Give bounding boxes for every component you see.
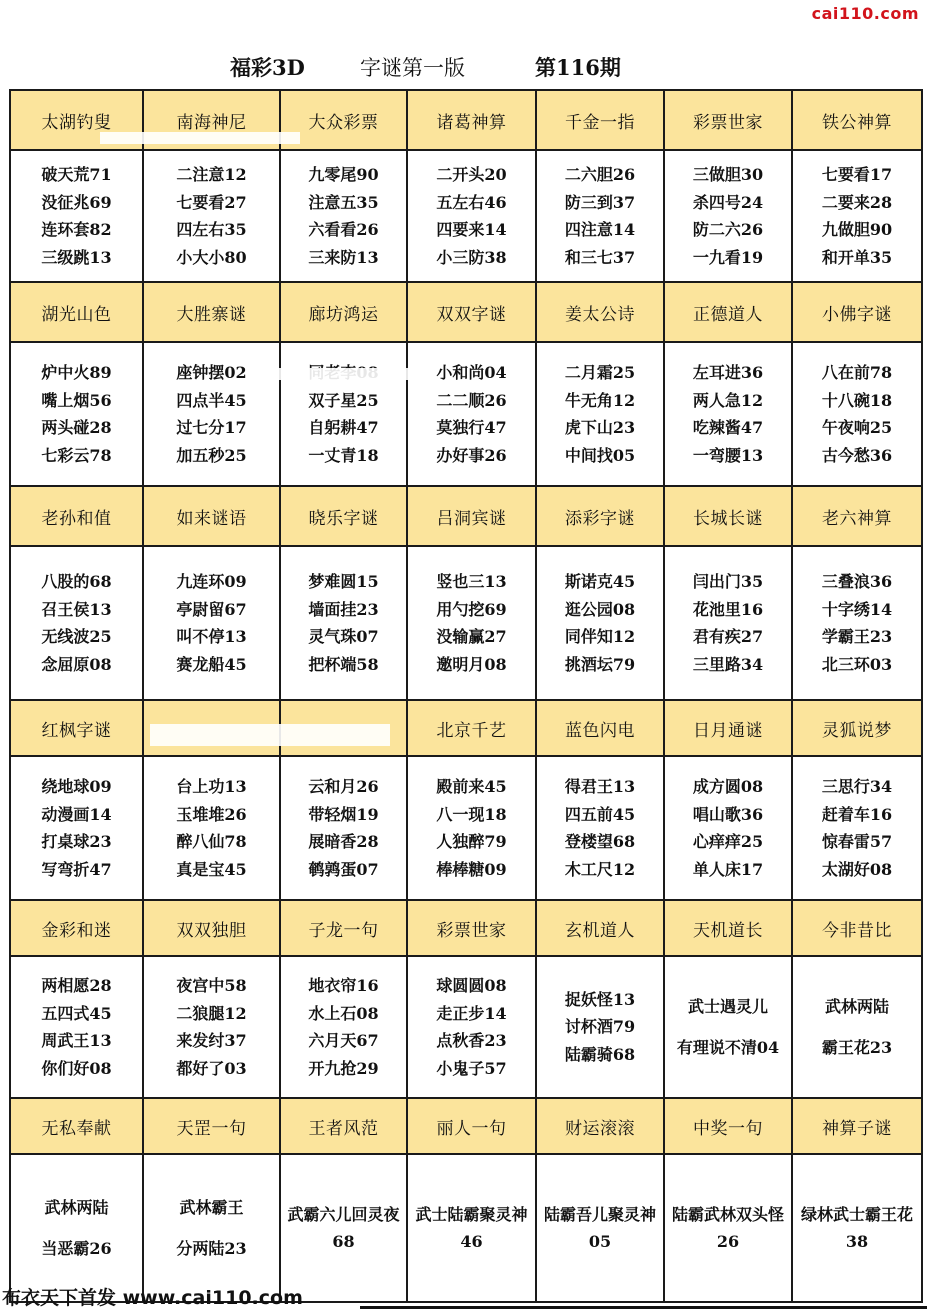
riddle-line: 君有疾27	[692, 627, 764, 646]
riddle-line: 九零尾90	[308, 165, 379, 184]
riddle-line: 吃辣酱47	[692, 418, 764, 437]
riddle-line: 十字绣14	[821, 599, 893, 619]
riddle-grid	[9, 89, 923, 1303]
riddle-line: 讨杯酒79	[564, 1017, 636, 1037]
riddle-line: 四左右35	[176, 220, 247, 239]
riddle-line: 没征兆69	[41, 192, 112, 212]
riddle-cell	[280, 546, 407, 700]
riddle-line: 赛龙船45	[176, 654, 247, 674]
column-title: 晓乐字谜	[280, 486, 407, 546]
riddle-line: 陆霸武林双头怪26	[671, 1205, 784, 1251]
riddle-line: 梦难圆15	[308, 572, 379, 591]
column-title: 如来谜语	[143, 486, 280, 546]
riddle-cell	[792, 342, 922, 486]
riddle-line	[144, 1221, 279, 1235]
riddle-line: 绕地球09	[41, 777, 112, 796]
column-title: 太湖钓叟	[10, 90, 143, 150]
riddle-line: 武士陆霸聚灵神46	[415, 1205, 528, 1251]
riddle-line: 小鬼子57	[436, 1058, 507, 1078]
riddle-cell	[280, 956, 407, 1098]
riddle-cell	[536, 1154, 664, 1302]
column-title: 添彩字谜	[536, 486, 664, 546]
riddle-line: 三级跳13	[41, 247, 112, 267]
riddle-line: 九连环09	[176, 572, 247, 591]
riddle-cell	[280, 342, 407, 486]
column-title: 蓝色闪电	[536, 700, 664, 756]
riddle-line: 小和尚04	[436, 363, 507, 382]
column-title: 灵狐说梦	[792, 700, 922, 756]
content-row	[10, 1154, 922, 1302]
riddle-line: 太湖好08	[821, 859, 893, 879]
column-title: 廊坊鸿运	[280, 282, 407, 342]
riddle-line: 打桌球23	[41, 832, 112, 851]
riddle-line: 玉堆堆26	[176, 804, 247, 824]
scan-smudge	[150, 724, 390, 746]
riddle-line: 五左右46	[436, 192, 507, 212]
riddle-line: 加五秒25	[176, 445, 247, 465]
riddle-line: 注意五35	[308, 192, 379, 212]
riddle-cell	[536, 342, 664, 486]
riddle-line: 一九看19	[692, 247, 764, 267]
riddle-cell	[10, 150, 143, 282]
riddle-line: 八股的68	[41, 572, 112, 591]
riddle-line: 你们好08	[41, 1058, 112, 1078]
footer-credit: 布衣天下首发 www.cai110.com	[2, 1287, 303, 1309]
riddle-line	[11, 1221, 142, 1235]
content-row	[10, 756, 922, 900]
riddle-line: 球圆圆08	[436, 976, 507, 995]
riddle-line: 二开头20	[436, 165, 507, 184]
riddle-line: 左耳进36	[692, 363, 764, 382]
riddle-line	[665, 1020, 791, 1034]
riddle-cell	[792, 546, 922, 700]
riddle-line: 牛无角12	[564, 390, 636, 410]
riddle-cell	[792, 956, 922, 1098]
column-title: 无私奉献	[10, 1098, 143, 1154]
riddle-line: 三思行34	[821, 777, 893, 796]
riddle-cell	[536, 756, 664, 900]
column-title: 丽人一句	[407, 1098, 536, 1154]
riddle-line: 二狼腿12	[176, 1003, 247, 1023]
riddle-line: 三叠浪36	[821, 572, 893, 591]
riddle-line: 来发纣37	[176, 1031, 247, 1050]
riddle-cell	[143, 342, 280, 486]
riddle-line: 挑酒坛79	[564, 654, 636, 674]
riddle-line: 北三环03	[821, 654, 893, 674]
riddle-line: 七彩云78	[41, 445, 112, 465]
riddle-line: 斯诺克45	[564, 572, 636, 591]
riddle-line: 逛公园08	[564, 599, 636, 619]
riddle-line: 三做胆30	[692, 165, 764, 184]
riddle-line: 防二六26	[692, 220, 764, 239]
riddle-line: 二二顺26	[436, 390, 507, 410]
riddle-line: 武林霸王	[179, 1197, 244, 1217]
riddle-line: 夜宫中58	[176, 976, 247, 995]
riddle-line: 一丈青18	[308, 445, 379, 465]
riddle-line: 座钟摆02	[176, 363, 247, 382]
content-row	[10, 150, 922, 282]
riddle-cell	[407, 956, 536, 1098]
riddle-line: 人独醉79	[436, 832, 507, 851]
column-title: 玄机道人	[536, 900, 664, 956]
riddle-line: 炉中火89	[41, 363, 112, 382]
riddle-cell	[143, 150, 280, 282]
content-row	[10, 342, 922, 486]
riddle-line: 把杯端58	[308, 654, 379, 674]
riddle-line: 小三防38	[436, 247, 507, 267]
riddle-line: 邀明月08	[436, 654, 507, 674]
column-title: 小佛字谜	[792, 282, 922, 342]
column-title: 今非昔比	[792, 900, 922, 956]
scan-smudge	[255, 368, 415, 380]
riddle-line: 墙面挂23	[308, 599, 379, 619]
riddle-line: 杀四号24	[692, 192, 764, 212]
header-row	[10, 700, 922, 756]
column-title: 大众彩票	[280, 90, 407, 150]
riddle-line: 两人急12	[692, 390, 764, 410]
riddle-cell	[407, 546, 536, 700]
riddle-cell	[792, 1154, 922, 1302]
riddle-line	[793, 1020, 921, 1034]
column-title: 正德道人	[664, 282, 792, 342]
riddle-cell	[536, 150, 664, 282]
riddle-cell	[664, 956, 792, 1098]
riddle-line: 写弯折47	[41, 859, 112, 879]
riddle-line: 亭尉留67	[176, 599, 247, 619]
column-title: 姜太公诗	[536, 282, 664, 342]
riddle-line: 十八碗18	[821, 390, 893, 410]
page-footer	[0, 1283, 927, 1310]
riddle-line: 鹌鹑蛋07	[308, 859, 379, 879]
riddle-line: 自躬耕47	[308, 418, 379, 437]
column-title: 天机道长	[664, 900, 792, 956]
header-row	[10, 282, 922, 342]
riddle-line: 惊春雷57	[821, 832, 893, 851]
riddle-line: 武霸六儿回灵夜68	[287, 1205, 400, 1251]
riddle-cell	[143, 1154, 280, 1302]
riddle-line: 武林两陆	[44, 1197, 109, 1217]
footer-rule	[360, 1306, 927, 1309]
column-title: 老六神算	[792, 486, 922, 546]
header-row	[10, 1098, 922, 1154]
site-watermark: cai110.com	[811, 4, 919, 23]
riddle-line: 没输赢27	[436, 627, 507, 646]
riddle-line: 和开单35	[821, 247, 893, 267]
riddle-line: 破天荒71	[41, 165, 112, 184]
riddle-line: 云和月26	[308, 777, 379, 796]
riddle-cell	[536, 546, 664, 700]
riddle-cell	[664, 546, 792, 700]
riddle-line: 地衣帘16	[308, 976, 379, 995]
riddle-line: 念屈原08	[41, 654, 112, 674]
column-title: 王者风范	[280, 1098, 407, 1154]
riddle-line: 二月霜25	[564, 363, 636, 382]
riddle-cell	[407, 756, 536, 900]
riddle-cell	[664, 1154, 792, 1302]
riddle-line: 嘴上烟56	[41, 390, 112, 410]
column-title: 吕洞宾谜	[407, 486, 536, 546]
riddle-line: 三里路34	[692, 654, 764, 674]
riddle-cell	[143, 546, 280, 700]
column-title: 湖光山色	[10, 282, 143, 342]
riddle-line: 防三到37	[564, 192, 636, 212]
riddle-line: 带轻烟19	[308, 804, 379, 824]
riddle-line: 展暗香28	[308, 832, 379, 851]
riddle-line: 召王侯13	[41, 599, 112, 619]
riddle-line: 六月天67	[308, 1031, 379, 1050]
riddle-line: 午夜响25	[821, 418, 893, 437]
content-row	[10, 546, 922, 700]
riddle-line: 二注意12	[176, 165, 247, 184]
riddle-cell	[280, 150, 407, 282]
riddle-line: 四要来14	[436, 220, 507, 239]
riddle-cell	[10, 546, 143, 700]
riddle-line: 古今愁36	[821, 445, 893, 465]
riddle-line: 两相愿28	[41, 976, 112, 995]
riddle-line: 虎下山23	[564, 418, 636, 437]
riddle-line: 连环套82	[41, 220, 112, 239]
column-title: 老孙和值	[10, 486, 143, 546]
riddle-line: 成方圆08	[692, 777, 764, 796]
riddle-line: 当恶霸26	[41, 1239, 112, 1258]
riddle-line: 二六胆26	[564, 165, 636, 184]
column-title: 双双字谜	[407, 282, 536, 342]
column-title: 神算子谜	[792, 1098, 922, 1154]
column-title: 红枫字谜	[10, 700, 143, 756]
riddle-line: 一弯腰13	[692, 445, 764, 465]
riddle-line: 两头碰28	[41, 418, 112, 437]
riddle-cell	[407, 150, 536, 282]
riddle-line: 学霸王23	[821, 627, 893, 646]
riddle-cell	[10, 342, 143, 486]
column-title: 子龙一句	[280, 900, 407, 956]
riddle-cell	[143, 956, 280, 1098]
riddle-cell	[143, 756, 280, 900]
column-title: 诸葛神算	[407, 90, 536, 150]
column-title: 双双独胆	[143, 900, 280, 956]
riddle-line: 木工尺12	[564, 859, 636, 879]
header-row	[10, 900, 922, 956]
riddle-line: 闫出门35	[692, 572, 764, 591]
riddle-line: 周武王13	[41, 1031, 112, 1050]
riddle-line: 四注意14	[564, 220, 636, 239]
riddle-line: 九做胆90	[821, 220, 893, 239]
column-title: 日月通谜	[664, 700, 792, 756]
riddle-cell	[664, 150, 792, 282]
riddle-line: 小大小80	[176, 247, 247, 267]
riddle-line: 台上功13	[176, 777, 247, 796]
riddle-line: 灵气珠07	[308, 627, 379, 646]
riddle-line: 武士遇灵儿	[687, 996, 768, 1016]
riddle-line: 唱山歌36	[692, 804, 764, 824]
riddle-line: 同伴知12	[564, 627, 636, 646]
riddle-line: 过七分17	[176, 418, 247, 437]
riddle-cell	[664, 342, 792, 486]
riddle-line: 水上石08	[308, 1003, 379, 1023]
riddle-line: 捉妖怪13	[564, 989, 636, 1009]
riddle-line: 八在前78	[821, 363, 893, 382]
column-title: 千金一指	[536, 90, 664, 150]
content-row	[10, 956, 922, 1098]
riddle-line: 武林两陆	[824, 996, 889, 1016]
riddle-line: 醉八仙78	[176, 832, 247, 851]
issue-number: 第116期	[535, 55, 621, 80]
riddle-line: 分两陆23	[176, 1239, 247, 1258]
riddle-line: 六看看26	[308, 220, 379, 239]
column-title: 金彩和迷	[10, 900, 143, 956]
riddle-line: 用勺挖69	[436, 599, 507, 619]
column-title: 中奖一句	[664, 1098, 792, 1154]
riddle-line: 无线波25	[41, 627, 112, 646]
riddle-line: 莫独行47	[436, 418, 507, 437]
riddle-cell	[536, 956, 664, 1098]
riddle-line: 走正步14	[436, 1003, 507, 1023]
edition-name: 字谜第一版	[360, 56, 465, 80]
riddle-line: 赶着车16	[821, 804, 893, 824]
riddle-line: 八一现18	[436, 804, 507, 824]
riddle-line: 二要来28	[821, 192, 893, 212]
header-row	[10, 486, 922, 546]
riddle-line: 四点半45	[176, 390, 247, 410]
riddle-line: 陆霸吾儿聚灵神05	[543, 1205, 656, 1251]
riddle-line: 点秋香23	[436, 1031, 507, 1050]
riddle-cell	[10, 756, 143, 900]
riddle-line: 真是宝45	[176, 859, 247, 879]
column-title: 彩票世家	[407, 900, 536, 956]
lottery-brand: 福彩3D	[230, 55, 305, 80]
riddle-line: 殿前来45	[436, 777, 507, 796]
riddle-line: 得君王13	[564, 777, 636, 796]
riddle-cell	[664, 756, 792, 900]
riddle-line: 陆霸骑68	[564, 1044, 636, 1064]
riddle-line: 霸王花23	[821, 1038, 893, 1057]
column-title: 长城长谜	[664, 486, 792, 546]
riddle-line: 单人床17	[692, 859, 764, 879]
column-title: 南海神尼	[143, 90, 280, 150]
riddle-line: 七要看27	[176, 192, 247, 212]
riddle-cell	[792, 150, 922, 282]
riddle-line: 绿林武士霸王花38	[800, 1205, 913, 1251]
column-title: 铁公神算	[792, 90, 922, 150]
riddle-line: 三来防13	[308, 247, 379, 267]
riddle-line: 有理说不清04	[676, 1038, 780, 1057]
riddle-line: 和三七37	[564, 247, 636, 267]
column-title: 彩票世家	[664, 90, 792, 150]
column-title: 天罡一句	[143, 1098, 280, 1154]
riddle-line: 叫不停13	[176, 627, 247, 646]
riddle-cell	[792, 756, 922, 900]
riddle-line: 花池里16	[692, 599, 764, 619]
riddle-line: 双子星25	[308, 390, 379, 410]
riddle-line: 竖也三13	[436, 572, 507, 591]
column-title: 财运滚滚	[536, 1098, 664, 1154]
riddle-line: 心痒痒25	[692, 832, 764, 851]
riddle-cell	[10, 1154, 143, 1302]
riddle-line: 中间找05	[564, 445, 636, 465]
riddle-line: 四五前45	[564, 804, 636, 824]
riddle-line: 棒棒糖09	[436, 859, 507, 879]
scan-smudge	[100, 132, 300, 144]
page-header	[0, 52, 927, 86]
riddle-cell	[407, 1154, 536, 1302]
riddle-line: 五四式45	[41, 1003, 112, 1023]
riddle-cell	[407, 342, 536, 486]
riddle-line: 开九抢29	[308, 1058, 379, 1078]
riddle-line: 办好事26	[436, 445, 507, 465]
riddle-cell	[280, 756, 407, 900]
column-title: 大胜寨谜	[143, 282, 280, 342]
riddle-line: 都好了03	[176, 1058, 247, 1078]
column-title: 北京千艺	[407, 700, 536, 756]
riddle-line: 七要看17	[821, 165, 893, 184]
riddle-cell	[10, 956, 143, 1098]
riddle-line: 登楼望68	[564, 832, 636, 851]
riddle-cell	[280, 1154, 407, 1302]
riddle-line: 动漫画14	[41, 804, 112, 824]
